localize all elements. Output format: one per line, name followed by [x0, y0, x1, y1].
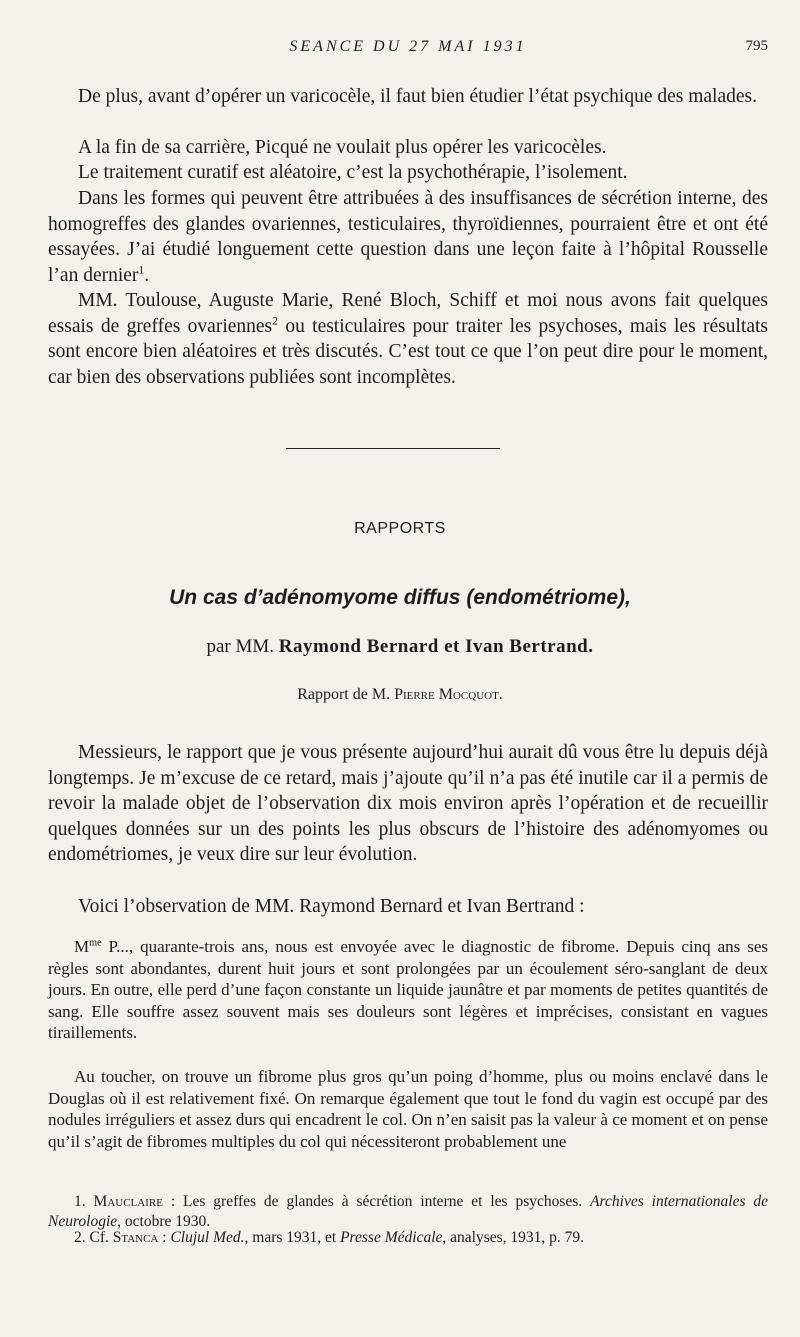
- body-paragraph-1: Messieurs, le rapport que je vous présente aujourd’hui aurait dû vous être lu depuis déjà longtemps. Je m’excuse de ce retard, mais j’ajoute qu’il n’a pas été inutile car il a permis de revoir la malade objet de l’observation dix mois environ après l’opération et de recueillir quelques données sur un des points les plus obscurs de l’histoire des adénomyomes ou endométriomes, je veux dire sur leur évolution.: [48, 742, 768, 866]
- section-divider: [286, 448, 500, 449]
- report-prefix: Rapport de M.: [297, 686, 391, 703]
- intro-paragraph-5-text-a: MM. Toulouse, Auguste Marie, René Bloch, Schiff et moi nous avons fait quelques essais de greffes ovariennes: [48, 290, 768, 337]
- observation-paragraph-1: [48, 936, 768, 1044]
- reporter-name: Pierre Mocquot.: [394, 686, 503, 703]
- patient-prefix: M: [74, 937, 90, 956]
- observation-paragraph-1-text: P..., quarante-trois ans, nous est envoyée avec le diagnostic de fibrome. Depuis cinq ans ses règles sont abondantes, durent huit jours et sont prolongées par un écoulement séro-sanglant de deux jours. En outre, elle perd d’une façon constante un liquide jaunâtre et par moments de petites quantités de sang. Elle souffre assez souvent mais ses douleurs sont légères et imprécises, consistant en vagues tiraillements.: [48, 937, 768, 1042]
- intro-paragraph-5: [48, 288, 768, 390]
- running-title: SEANCE DU 27 MAI 1931: [289, 38, 527, 55]
- footnote-1-author: Mauclaire: [93, 1193, 163, 1210]
- footnote-1-num: 1.: [74, 1193, 86, 1210]
- footnote-2-journal: Clujul Med.: [170, 1229, 245, 1246]
- page-number: 795: [745, 38, 768, 54]
- intro-paragraph-1: De plus, avant d’opérer un varicocèle, il faut bien étudier l’état psychique des malades.: [78, 86, 757, 107]
- intro-paragraph-4: Dans les formes qui peuvent être attribuées à des insuffisances de sécrétion interne, des homogreffes des glandes ovariennes, testiculaires, thyroïdiennes, pourraient être et ont été essayées. J’ai étudié longuement cette question dans une leçon faite à l’hôpital Rousselle l’an dernier$^1$.: [48, 188, 768, 286]
- intro-paragraph-5-text-b: ou testiculaires pour traiter les psychoses, mais les résultats sont encore bien aléatoires et très discutés. C’est tout ce que l’on peut dire pour le moment, car bien des observations publiées sont incomplètes.: [48, 315, 768, 388]
- footnote-1-journal: Archives internationales de Neurologie: [48, 1193, 769, 1230]
- footnote-2-mid: , mars 1931, et: [244, 1229, 341, 1246]
- byline-prefix: par MM.: [206, 636, 275, 657]
- article-title: Un cas d’adénomyome diffus (endométriome),: [169, 586, 631, 609]
- footnote-ref-2: 2: [272, 314, 278, 328]
- footnote-2-sep: :: [158, 1229, 171, 1246]
- footnote-2-author: Stanca: [112, 1229, 159, 1246]
- body-paragraph-2: Voici l’observation de MM. Raymond Bernard et Ivan Bertrand :: [78, 896, 585, 917]
- footnote-2-pre: Cf.: [89, 1229, 109, 1246]
- footnote-1: [48, 1192, 768, 1232]
- footnote-1-rest: , octobre 1930.: [117, 1213, 211, 1230]
- footnote-1-text: : Les greffes de glandes à sécrétion interne et les psychoses.: [162, 1193, 583, 1210]
- article-byline: [0, 636, 800, 658]
- intro-paragraph-2: A la fin de sa carrière, Picqué ne voulait plus opérer les varicocèles.: [78, 137, 607, 158]
- footnote-2-num: 2.: [74, 1229, 86, 1246]
- running-header: [48, 38, 768, 58]
- observation-paragraph-2: Au toucher, on trouve un fibrome plus gros qu’un poing d’homme, plus ou moins enclavé dans le Douglas où il est relativement fixé. On remarque également que tout le fond du vagin est occupé par des nodules irréguliers et assez durs qui encadrent le col. On n’en saisit pas la valeur à ce moment et on pense qu’il s’agit de fibromes multiples du col qui nécessiteront probablement une: [48, 1067, 768, 1151]
- footnote-2-rest: , analyses, 1931, p. 79.: [442, 1229, 585, 1246]
- footnote-2-journal2: Presse Médicale: [340, 1229, 443, 1246]
- intro-paragraph-3: Le traitement curatif est aléatoire, c’est la psychothérapie, l’isolement.: [78, 162, 628, 183]
- section-heading: RAPPORTS: [354, 520, 446, 537]
- intro-paragraph-4-text: Dans les formes qui peuvent être attribuées à des insuffisances de sécrétion interne, des homogreffes des glandes ovariennes, testiculaires, thyroïdiennes, pourraient être et ont été essayées. J’ai étudié longuement cette question dans une leçon faite à l’hôpital Rousselle l’an dernier: [48, 188, 768, 286]
- report-line: [0, 686, 800, 704]
- footnote-2: [48, 1228, 768, 1248]
- byline-authors: Raymond Bernard et Ivan Bertrand.: [278, 636, 594, 657]
- footnote-ref-1: 1: [138, 263, 145, 277]
- patient-prefix-sup: me: [89, 937, 102, 949]
